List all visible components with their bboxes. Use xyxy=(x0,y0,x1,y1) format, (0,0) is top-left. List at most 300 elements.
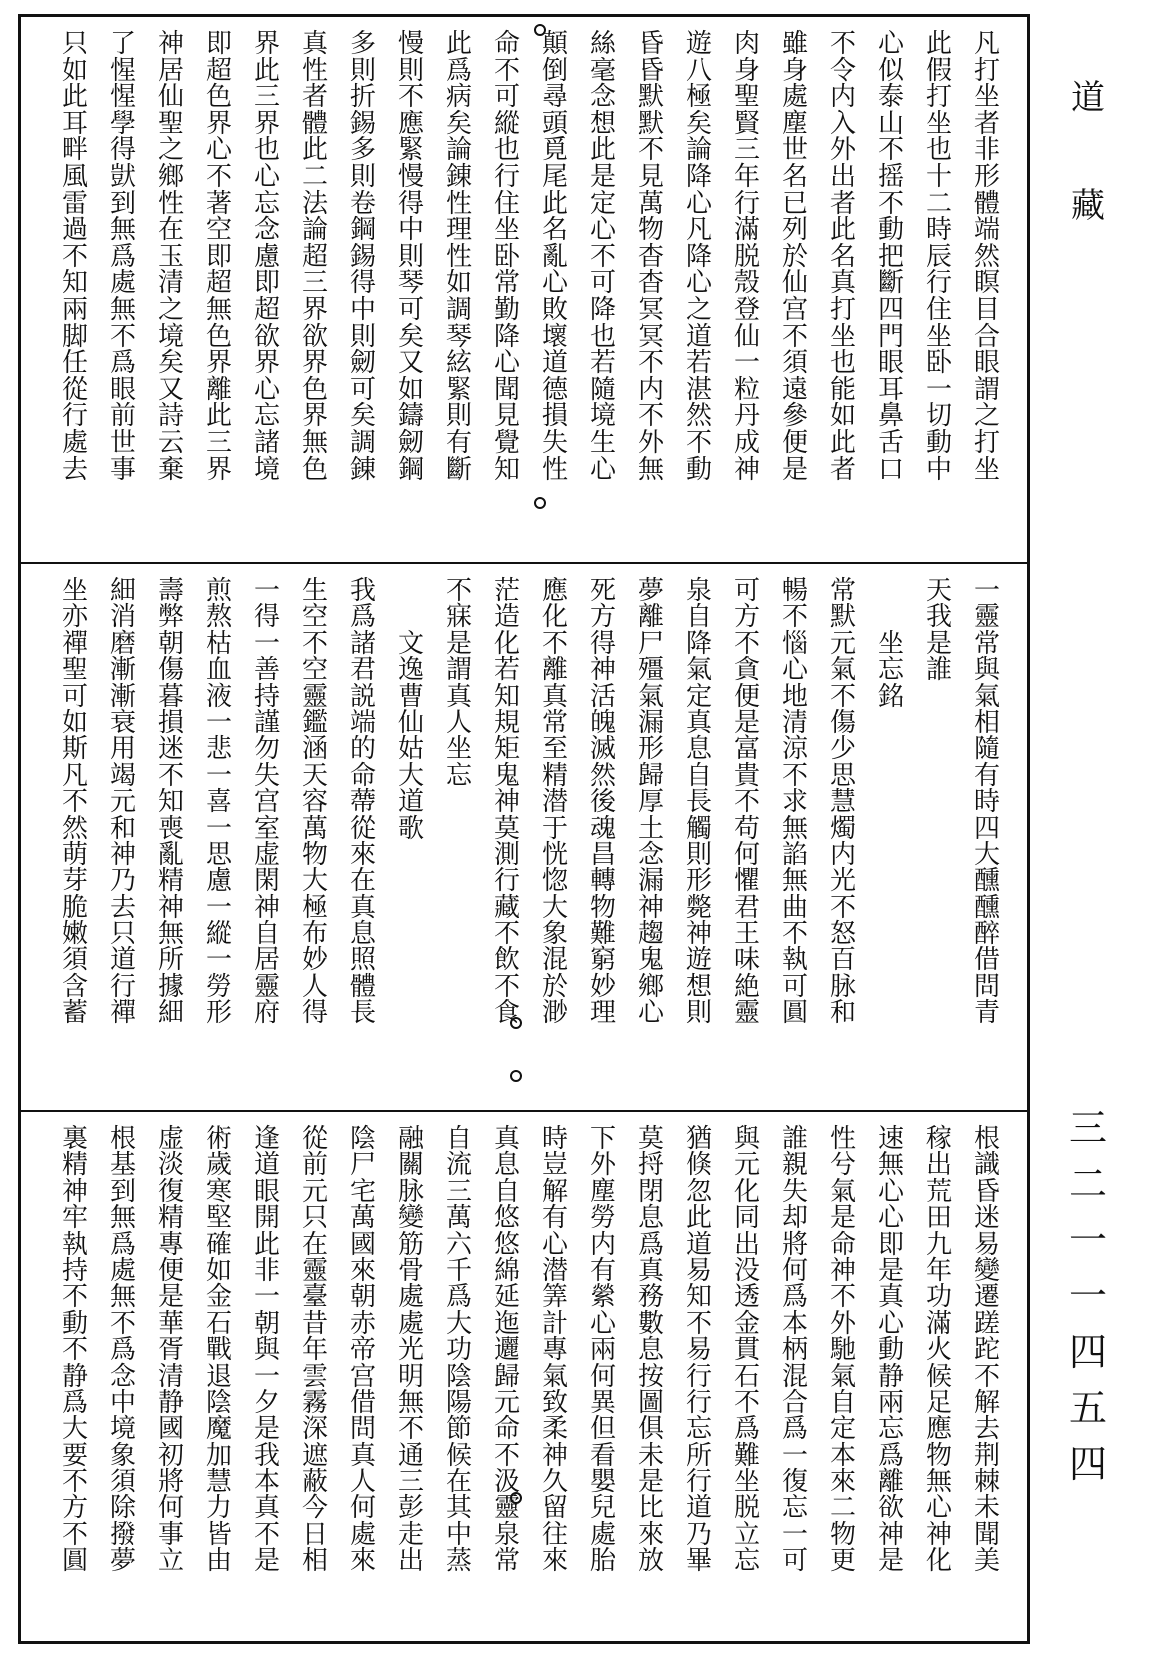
glyph: 損 xyxy=(541,401,568,432)
glyph: 假 xyxy=(925,55,952,86)
glyph: 凡 xyxy=(61,760,88,791)
glyph: 根 xyxy=(973,1124,1000,1154)
glyph: 若 xyxy=(493,655,520,686)
glyph: 無 xyxy=(301,427,328,458)
glyph: 耳 xyxy=(877,374,904,405)
glyph: 行 xyxy=(493,866,520,897)
glyph: 時 xyxy=(973,787,1000,818)
glyph: 身 xyxy=(781,55,808,86)
glyph: 不 xyxy=(733,1387,760,1418)
glyph: 基 xyxy=(109,1150,136,1181)
glyph: 戰 xyxy=(205,1335,232,1366)
glyph: 足 xyxy=(925,1387,952,1418)
glyph: 勿 xyxy=(253,734,280,765)
glyph: 外 xyxy=(829,1308,856,1339)
glyph: 道 xyxy=(685,1493,712,1524)
text-column xyxy=(147,1126,195,1631)
glyph: 自 xyxy=(685,602,712,633)
glyph: 脱 xyxy=(733,241,760,272)
glyph: 壞 xyxy=(541,321,568,352)
glyph: 象 xyxy=(541,919,568,950)
glyph: 造 xyxy=(493,602,520,633)
glyph: 陰 xyxy=(349,1124,376,1154)
glyph: 忘 xyxy=(733,1546,760,1577)
glyph: 爲 xyxy=(109,1229,136,1260)
glyph: 居 xyxy=(253,945,280,976)
glyph: 不 xyxy=(157,760,184,791)
glyph: 曹 xyxy=(397,681,424,712)
glyph: 是 xyxy=(445,628,472,659)
glyph: 無 xyxy=(877,1150,904,1181)
glyph: 在 xyxy=(349,866,376,897)
glyph: 可 xyxy=(781,1546,808,1577)
glyph: 思 xyxy=(205,839,232,870)
glyph: 名 xyxy=(829,241,856,272)
glyph: 命 xyxy=(349,760,376,791)
glyph: 得 xyxy=(589,628,616,659)
text-column xyxy=(243,1126,291,1631)
glyph: 年 xyxy=(925,1255,952,1286)
glyph: 命 xyxy=(493,1414,520,1445)
glyph: 虚 xyxy=(253,839,280,870)
glyph: 如 xyxy=(829,401,856,432)
glyph: 者 xyxy=(973,108,1000,139)
glyph: 定 xyxy=(685,681,712,712)
glyph: 慧 xyxy=(829,787,856,818)
glyph: 神 xyxy=(589,655,616,686)
glyph: 到 xyxy=(109,1176,136,1207)
glyph: 一 xyxy=(925,374,952,405)
glyph: 眼 xyxy=(877,348,904,379)
glyph: 棄 xyxy=(157,454,184,485)
panel-top xyxy=(21,17,1027,562)
glyph: 不 xyxy=(61,1335,88,1366)
glyph: 除 xyxy=(109,1493,136,1524)
glyph: 錬 xyxy=(445,161,472,192)
glyph: 四 xyxy=(973,813,1000,844)
glyph: 一 xyxy=(781,1519,808,1550)
glyph: 知 xyxy=(157,787,184,818)
glyph: 欲 xyxy=(253,321,280,352)
glyph: 定 xyxy=(829,1414,856,1445)
glyph: 不 xyxy=(493,1440,520,1471)
glyph: 眼 xyxy=(253,1176,280,1207)
glyph: 將 xyxy=(781,1229,808,1260)
glyph: 歸 xyxy=(493,1361,520,1392)
glyph: 界 xyxy=(301,348,328,379)
glyph: 界 xyxy=(205,348,232,379)
glyph: 妙 xyxy=(301,945,328,976)
glyph: 辰 xyxy=(925,241,952,272)
glyph: 細 xyxy=(109,576,136,606)
glyph: 神 xyxy=(253,892,280,923)
glyph: 流 xyxy=(445,1150,472,1181)
glyph: 我 xyxy=(925,602,952,633)
glyph: 圖 xyxy=(637,1387,664,1418)
text-column xyxy=(435,31,483,552)
glyph: 渺 xyxy=(541,998,568,1029)
glyph: 得 xyxy=(301,998,328,1029)
glyph: 損 xyxy=(157,707,184,738)
glyph: 界 xyxy=(205,108,232,139)
glyph: 杳 xyxy=(637,241,664,272)
glyph: 劒 xyxy=(397,427,424,458)
glyph: 筭 xyxy=(541,1282,568,1313)
glyph: 即 xyxy=(877,1229,904,1260)
glyph: 不 xyxy=(781,760,808,791)
glyph: 布 xyxy=(301,919,328,950)
glyph: 火 xyxy=(925,1335,952,1366)
glyph: 化 xyxy=(493,628,520,659)
glyph: 骨 xyxy=(397,1255,424,1286)
text-column xyxy=(915,1126,963,1631)
glyph: 靈 xyxy=(493,1493,520,1524)
text-column xyxy=(339,1126,387,1631)
glyph: 三 xyxy=(253,82,280,113)
glyph: 誰 xyxy=(925,655,952,686)
glyph: 則 xyxy=(685,998,712,1029)
glyph: 粒 xyxy=(733,374,760,405)
glyph: 棘 xyxy=(973,1467,1000,1498)
glyph: 則 xyxy=(349,321,376,352)
glyph: 則 xyxy=(445,401,472,432)
glyph: 蔕 xyxy=(349,787,376,818)
glyph: 動 xyxy=(877,1335,904,1366)
glyph: 常 xyxy=(829,576,856,606)
glyph: 緊 xyxy=(445,374,472,405)
glyph: 神 xyxy=(685,919,712,950)
glyph: 長 xyxy=(685,787,712,818)
glyph: 把 xyxy=(877,241,904,272)
glyph: 身 xyxy=(733,55,760,86)
glyph: 何 xyxy=(157,1493,184,1524)
glyph: 用 xyxy=(109,734,136,765)
glyph: 禪 xyxy=(109,998,136,1029)
glyph: 合 xyxy=(781,1387,808,1418)
glyph: 元 xyxy=(733,1150,760,1181)
glyph: 本 xyxy=(829,1440,856,1471)
glyph: 顛 xyxy=(541,29,568,59)
glyph: 是 xyxy=(253,1546,280,1577)
glyph: 地 xyxy=(781,681,808,712)
glyph: 體 xyxy=(973,188,1000,219)
glyph: 大 xyxy=(61,1414,88,1445)
glyph: 坐 xyxy=(733,1467,760,1498)
glyph: 心 xyxy=(877,1308,904,1339)
glyph: 血 xyxy=(205,655,232,686)
glyph: 寐 xyxy=(445,602,472,633)
glyph: 神 xyxy=(925,1519,952,1550)
glyph: 默 xyxy=(829,602,856,633)
glyph: 規 xyxy=(493,707,520,738)
glyph: 是 xyxy=(157,1282,184,1313)
glyph: 於 xyxy=(781,241,808,272)
glyph: 毫 xyxy=(589,55,616,86)
glyph: 一 xyxy=(253,576,280,606)
glyph: 不 xyxy=(397,82,424,113)
glyph: 陰 xyxy=(205,1387,232,1418)
glyph: 變 xyxy=(397,1203,424,1234)
glyph: 是 xyxy=(781,454,808,485)
page-number-glyph: 四 xyxy=(1068,1330,1107,1374)
glyph: 汲 xyxy=(493,1467,520,1498)
glyph: 斯 xyxy=(61,734,88,765)
glyph: 心 xyxy=(253,161,280,192)
page-number-glyph: 五 xyxy=(1068,1386,1107,1430)
glyph: 打 xyxy=(829,294,856,325)
glyph: 夢 xyxy=(637,576,664,606)
glyph: 神 xyxy=(61,1176,88,1207)
glyph: 不 xyxy=(637,135,664,166)
glyph: 宫 xyxy=(781,294,808,325)
glyph: 息 xyxy=(349,919,376,950)
glyph: 光 xyxy=(829,866,856,897)
glyph: 後 xyxy=(589,787,616,818)
glyph: 惚 xyxy=(541,866,568,897)
glyph: 離 xyxy=(205,374,232,405)
glyph: 欲 xyxy=(301,321,328,352)
glyph: 看 xyxy=(589,1440,616,1471)
glyph: 静 xyxy=(61,1361,88,1392)
glyph: 牢 xyxy=(61,1203,88,1234)
panel-bottom-columns xyxy=(31,1126,1011,1631)
glyph: 致 xyxy=(541,1387,568,1418)
glyph: 玉 xyxy=(157,241,184,272)
glyph: 行 xyxy=(61,401,88,432)
glyph: 將 xyxy=(157,1467,184,1498)
glyph: 尋 xyxy=(541,82,568,113)
glyph: 然 xyxy=(685,401,712,432)
glyph: 則 xyxy=(349,55,376,86)
glyph: 何 xyxy=(589,1361,616,1392)
glyph: 大 xyxy=(541,892,568,923)
glyph: 莫 xyxy=(493,813,520,844)
glyph: 尸 xyxy=(637,628,664,659)
glyph: 解 xyxy=(973,1387,1000,1418)
glyph: 得 xyxy=(349,268,376,299)
glyph: 不 xyxy=(109,1308,136,1339)
glyph: 是 xyxy=(925,628,952,659)
glyph: 夕 xyxy=(253,1387,280,1418)
glyph: 喜 xyxy=(205,787,232,818)
glyph: 熬 xyxy=(205,602,232,633)
glyph: 歌 xyxy=(397,813,424,844)
glyph: 容 xyxy=(301,787,328,818)
glyph: 一 xyxy=(205,813,232,844)
glyph: 謂 xyxy=(973,374,1000,405)
glyph: 三 xyxy=(397,1467,424,1498)
glyph: 不 xyxy=(685,1308,712,1339)
text-column xyxy=(291,31,339,552)
glyph: 含 xyxy=(61,971,88,1002)
glyph: 混 xyxy=(781,1361,808,1392)
glyph: 此 xyxy=(253,55,280,86)
glyph: 尸 xyxy=(349,1150,376,1181)
glyph: 所 xyxy=(157,945,184,976)
glyph: 不 xyxy=(61,1467,88,1498)
glyph: 清 xyxy=(781,707,808,738)
glyph: 形 xyxy=(205,998,232,1029)
glyph: 從 xyxy=(349,813,376,844)
text-column xyxy=(675,1126,723,1631)
glyph: 心 xyxy=(877,29,904,59)
glyph: 遮 xyxy=(301,1440,328,1471)
glyph: 鼻 xyxy=(877,401,904,432)
glyph: 隨 xyxy=(589,374,616,405)
glyph: 放 xyxy=(637,1546,664,1577)
glyph: 惺 xyxy=(109,82,136,113)
glyph: 矣 xyxy=(685,108,712,139)
glyph: 坐 xyxy=(829,321,856,352)
glyph: 兩 xyxy=(61,294,88,325)
glyph: 口 xyxy=(877,454,904,485)
glyph: 真 xyxy=(493,1124,520,1154)
glyph: 折 xyxy=(349,82,376,113)
glyph: 精 xyxy=(61,1150,88,1181)
glyph: 來 xyxy=(637,1519,664,1550)
glyph: 遠 xyxy=(781,374,808,405)
glyph: 理 xyxy=(589,998,616,1029)
glyph: 一 xyxy=(205,707,232,738)
glyph: 卧 xyxy=(925,348,952,379)
glyph: 界 xyxy=(253,348,280,379)
glyph: 應 xyxy=(541,576,568,606)
glyph: 諂 xyxy=(781,839,808,870)
glyph: 真 xyxy=(829,268,856,299)
glyph: 兩 xyxy=(589,1335,616,1366)
glyph: 兒 xyxy=(589,1493,616,1524)
glyph: 矩 xyxy=(493,734,520,765)
glyph: 令 xyxy=(829,55,856,86)
text-column xyxy=(483,31,531,552)
glyph: 恍 xyxy=(541,839,568,870)
glyph: 漏 xyxy=(637,707,664,738)
glyph: 三 xyxy=(205,427,232,458)
glyph: 誰 xyxy=(781,1124,808,1154)
glyph xyxy=(869,604,913,630)
glyph: 真 xyxy=(301,29,328,59)
text-column xyxy=(195,578,243,1100)
glyph: 變 xyxy=(973,1255,1000,1286)
glyph: 打 xyxy=(925,82,952,113)
glyph: 見 xyxy=(493,401,520,432)
punctuation-circle xyxy=(510,1492,522,1504)
glyph: 三 xyxy=(445,1176,472,1207)
page-number-glyph: 二 xyxy=(1068,1162,1107,1206)
glyph: 界 xyxy=(301,401,328,432)
glyph: 知 xyxy=(685,1282,712,1313)
glyph: 勤 xyxy=(493,294,520,325)
panel-bottom xyxy=(21,1110,1027,1641)
text-column xyxy=(723,31,771,552)
glyph: 滅 xyxy=(589,734,616,765)
glyph: 已 xyxy=(781,188,808,219)
glyph: 人 xyxy=(301,971,328,1002)
glyph: 降 xyxy=(493,321,520,352)
glyph: 則 xyxy=(349,161,376,192)
page-number-glyph: 三 xyxy=(1068,1106,1107,1150)
glyph: 專 xyxy=(541,1335,568,1366)
glyph: 心 xyxy=(637,998,664,1029)
glyph: 根 xyxy=(109,1124,136,1154)
glyph: 降 xyxy=(685,241,712,272)
glyph: 弊 xyxy=(157,602,184,633)
glyph: 泉 xyxy=(493,1519,520,1550)
text-column xyxy=(243,578,291,1100)
glyph: 加 xyxy=(205,1440,232,1471)
glyph: 昌 xyxy=(589,839,616,870)
glyph: 百 xyxy=(829,945,856,976)
text-column xyxy=(387,578,435,1100)
glyph: 神 xyxy=(109,839,136,870)
glyph: 舌 xyxy=(877,427,904,458)
glyph: 爲 xyxy=(637,1229,664,1260)
glyph: 功 xyxy=(445,1335,472,1366)
glyph: 内 xyxy=(829,839,856,870)
glyph: 不 xyxy=(61,1282,88,1313)
glyph: 魂 xyxy=(589,813,616,844)
glyph: 貫 xyxy=(733,1335,760,1366)
glyph: 了 xyxy=(109,29,136,59)
glyph: 此 xyxy=(301,135,328,166)
glyph: 無 xyxy=(109,294,136,325)
glyph: 亦 xyxy=(61,602,88,633)
glyph: 不 xyxy=(637,401,664,432)
glyph: 解 xyxy=(541,1176,568,1207)
glyph: 境 xyxy=(589,401,616,432)
glyph: 涵 xyxy=(301,734,328,765)
glyph: 心 xyxy=(589,215,616,246)
glyph: 陽 xyxy=(445,1387,472,1418)
glyph: 漏 xyxy=(637,866,664,897)
glyph: 不 xyxy=(61,787,88,818)
glyph xyxy=(389,604,433,630)
text-column xyxy=(627,31,675,552)
glyph: 聖 xyxy=(157,108,184,139)
glyph: 持 xyxy=(253,681,280,712)
glyph: 轉 xyxy=(589,866,616,897)
glyph: 如 xyxy=(205,1255,232,1286)
glyph: 窮 xyxy=(589,945,616,976)
glyph: 遷 xyxy=(973,1282,1000,1313)
glyph: 多 xyxy=(349,29,376,59)
glyph: 念 xyxy=(637,839,664,870)
glyph: 界 xyxy=(253,29,280,59)
glyph: 昔 xyxy=(301,1308,328,1339)
glyph: 論 xyxy=(445,135,472,166)
glyph: 坐 xyxy=(445,734,472,765)
text-column xyxy=(819,1126,867,1631)
glyph: 處 xyxy=(781,82,808,113)
glyph: 若 xyxy=(589,348,616,379)
glyph: 國 xyxy=(157,1414,184,1445)
glyph: 離 xyxy=(541,655,568,686)
glyph: 事 xyxy=(109,454,136,485)
glyph: 中 xyxy=(349,294,376,325)
glyph: 可 xyxy=(349,374,376,405)
glyph: 去 xyxy=(61,454,88,485)
glyph: 靈 xyxy=(301,681,328,712)
glyph: 不 xyxy=(685,427,712,458)
glyph: 琴 xyxy=(397,268,424,299)
glyph: 聖 xyxy=(733,82,760,113)
glyph: 界 xyxy=(205,454,232,485)
glyph: 氣 xyxy=(685,655,712,686)
glyph: 明 xyxy=(397,1361,424,1392)
glyph: 來 xyxy=(349,839,376,870)
glyph: 任 xyxy=(61,348,88,379)
glyph: 方 xyxy=(61,1493,88,1524)
